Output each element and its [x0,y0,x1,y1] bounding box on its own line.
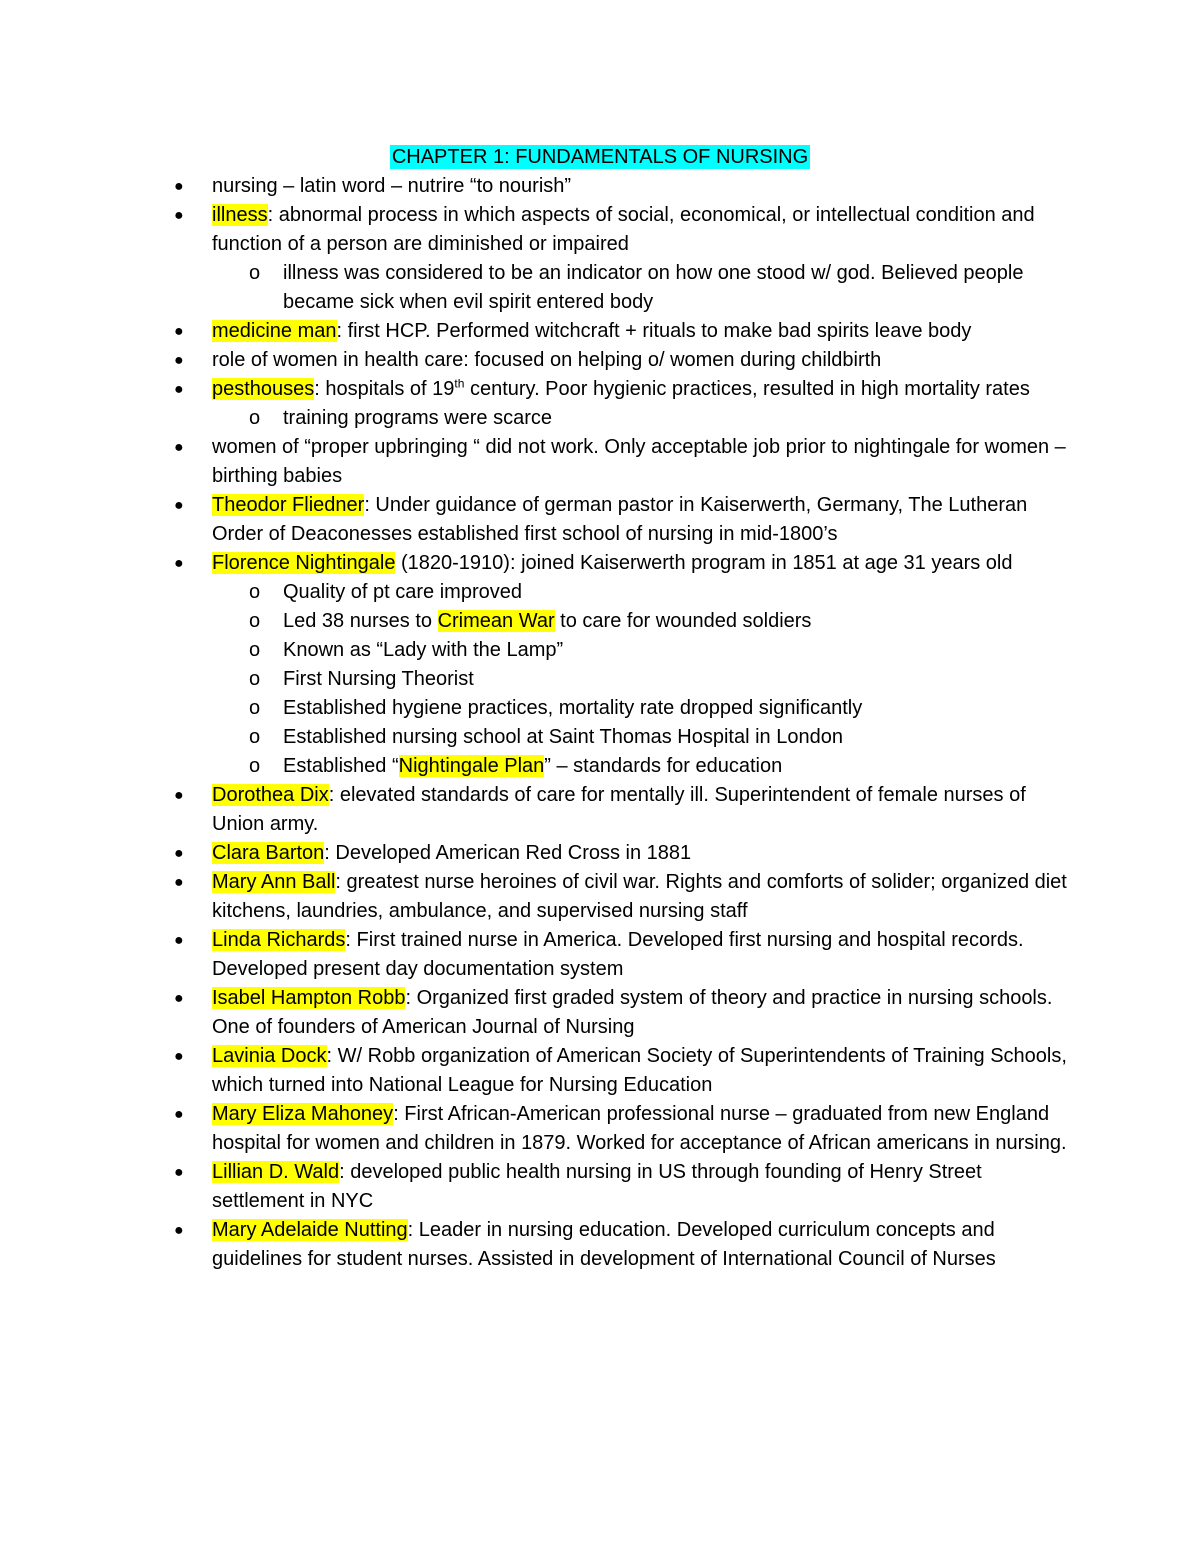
item-text: training programs were scarce [283,407,552,429]
highlighted-term: Nightingale Plan [398,755,545,777]
sub-bullet-icon: o [249,726,261,748]
list-item [174,1158,1072,1216]
highlighted-term: Mary Eliza Mahoney [212,1103,394,1125]
list-item [174,1042,1072,1100]
bullet-icon: ● [174,1106,184,1123]
sub-bullet-icon: o [249,581,261,603]
sub-bullet-icon: o [249,639,261,661]
bullet-icon: ● [174,1164,184,1181]
bullet-icon: ● [174,1048,184,1065]
highlighted-term: medicine man [212,320,337,342]
item-text: : Under guidance of german pastor in Kaiserwerth, Germany, The Lutheran Order of Deaconesses established first school of nursing in mid-1800’s [212,494,1028,545]
item-text-prefix: Led 38 nurses to [283,610,438,632]
highlighted-term: Mary Ann Ball [212,871,336,893]
sub-list-item [212,752,1072,781]
item-text: : elevated standards of care for mentally ill. Superintendent of female nurses of Union army. [212,784,1026,835]
page-title: CHAPTER 1: FUNDAMENTALS OF NURSING [391,146,809,168]
list-item [174,839,1072,868]
list-item [174,317,1072,346]
list-item [174,1216,1072,1274]
bullet-icon: ● [174,352,184,369]
bullet-icon: ● [174,207,184,224]
item-text: Established hygiene practices, mortality rate dropped significantly [283,697,863,719]
sub-bullet-icon: o [249,407,261,429]
item-text: illness was considered to be an indicator on how one stood w/ god. Believed people became sick when evil spirit entered body [283,262,1024,313]
sub-list-item [212,694,1072,723]
highlighted-term: Isabel Hampton Robb [212,987,406,1009]
sub-list-item [212,636,1072,665]
item-text: women of “proper upbringing “ did not work. Only acceptable job prior to nightingale for women – birthing babies [212,436,1066,487]
notes-list [174,172,1072,1274]
item-text: : developed public health nursing in US through founding of Henry Street settlement in NYC [212,1161,982,1212]
highlighted-term: Crimean War [437,610,555,632]
bullet-icon: ● [174,323,184,340]
sub-list-item [212,607,1072,636]
item-text: century. Poor hygienic practices, resulted in high mortality rates [464,378,1030,400]
bullet-icon: ● [174,787,184,804]
sub-bullet-icon: o [249,755,261,777]
list-item [174,926,1072,984]
sub-list-item [212,723,1072,752]
sub-list-item [212,404,1072,433]
list-item [174,491,1072,549]
title-row [0,142,1200,172]
list-item [174,433,1072,491]
item-text: : First African-American professional nurse – graduated from new England hospital for women and children in 1879. Worked for acceptance of African americans in nursing. [212,1103,1067,1154]
item-text: : W/ Robb organization of American Society of Superintendents of Training Schools, which turned into National League for Nursing Education [212,1045,1067,1096]
highlighted-term: Linda Richards [212,929,346,951]
highlighted-term: Lavinia Dock [212,1045,327,1067]
item-text: : greatest nurse heroines of civil war. Rights and comforts of solider; organized diet kitchens, laundries, ambulance, and supervised nursing staff [212,871,1067,922]
item-text: nursing – latin word – nutrire “to nourish” [212,175,572,197]
list-item [174,172,1072,201]
item-text: First Nursing Theorist [283,668,474,690]
item-text: ” – standards for education [544,755,783,777]
superscript: th [454,376,465,391]
list-item [174,375,1072,404]
item-text: to care for wounded soldiers [554,610,812,632]
list-item [174,346,1072,375]
item-text: : Developed American Red Cross in 1881 [324,842,692,864]
bullet-icon: ● [174,990,184,1007]
bullet-icon: ● [174,874,184,891]
sub-bullet-icon: o [249,610,261,632]
bullet-icon: ● [174,381,184,398]
list-item [174,549,1072,578]
bullet-icon: ● [174,439,184,456]
bullet-icon: ● [174,497,184,514]
bullet-icon: ● [174,555,184,572]
bullet-icon: ● [174,1222,184,1239]
highlighted-term: pesthouses [212,378,315,400]
item-text: : Leader in nursing education. Developed curriculum concepts and guidelines for student nurses. Assisted in development of International Council of Nurses [212,1219,996,1270]
list-item [174,1100,1072,1158]
sub-list-item [212,578,1072,607]
highlighted-term: Florence Nightingale [212,552,396,574]
sub-list-item [212,259,1072,317]
item-text: : First trained nurse in America. Developed first nursing and hospital records. Developed present day documentation system [212,929,1024,980]
highlighted-term: Theodor Fliedner [212,494,365,516]
item-text: (1820-1910): joined Kaiserwerth program in 1851 at age 31 years old [395,552,1013,574]
item-text: Quality of pt care improved [283,581,522,603]
item-text: role of women in health care: focused on helping o/ women during childbirth [212,349,882,371]
sub-bullet-icon: o [249,697,261,719]
item-text: : first HCP. Performed witchcraft + rituals to make bad spirits leave body [336,320,972,342]
list-item [174,868,1072,926]
highlighted-term: Mary Adelaide Nutting [212,1219,408,1241]
item-text-prefix: Established “ [283,755,399,777]
item-text: : Organized first graded system of theory and practice in nursing schools. One of founders of American Journal of Nursing [212,987,1053,1038]
sub-list-item [212,665,1072,694]
item-text: : hospitals of 19 [314,378,455,400]
item-text: Known as “Lady with the Lamp” [283,639,564,661]
list-item [174,984,1072,1042]
highlighted-term: Dorothea Dix [212,784,329,806]
item-text: : abnormal process in which aspects of social, economical, or intellectual condition and function of a person are diminished or impaired [212,204,1035,255]
highlighted-term: Lillian D. Wald [212,1161,340,1183]
highlighted-term: illness [212,204,268,226]
bullet-icon: ● [174,845,184,862]
list-item [174,781,1072,839]
highlighted-term: Clara Barton [212,842,325,864]
sub-bullet-icon: o [249,262,261,284]
bullet-icon: ● [174,932,184,949]
list-item [174,201,1072,259]
sub-bullet-icon: o [249,668,261,690]
bullet-icon: ● [174,178,184,195]
item-text: Established nursing school at Saint Thomas Hospital in London [283,726,843,748]
